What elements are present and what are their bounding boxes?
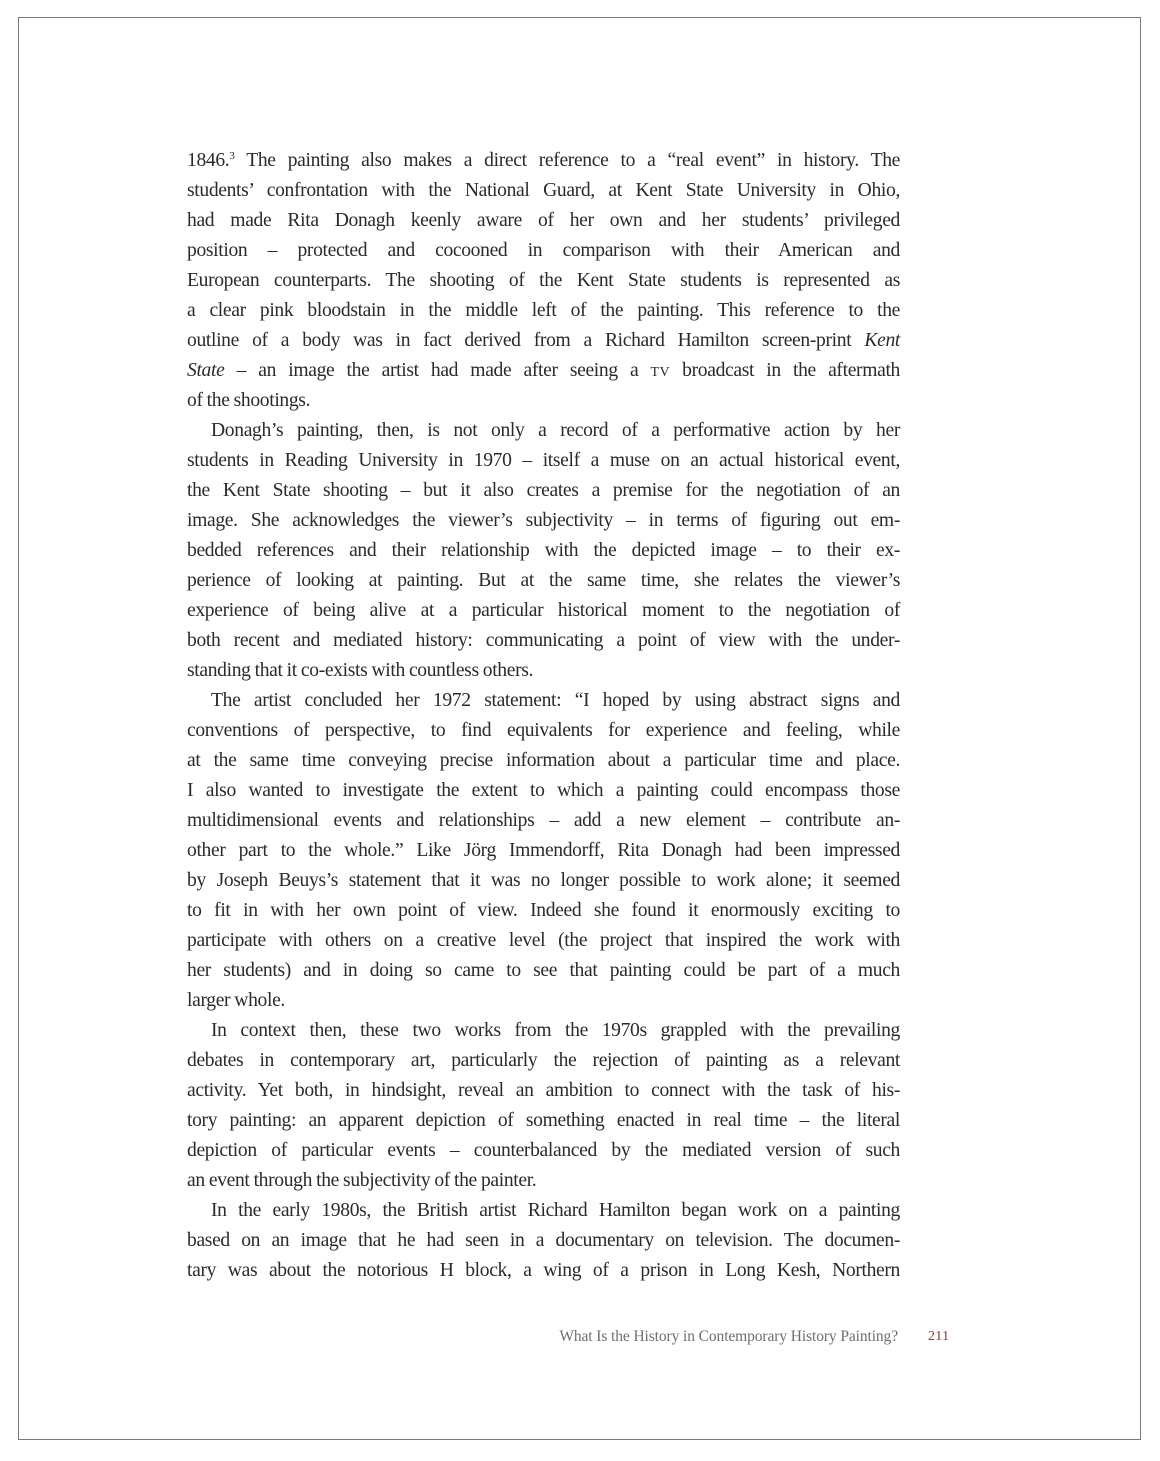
text-line: tory painting: an apparent depiction of something enacted in real time – the literal	[187, 1110, 900, 1131]
text-line	[187, 146, 900, 176]
text-line	[187, 356, 900, 386]
paragraph-start-line: In the early 1980s, the British artist Richard Hamilton began work on a painting	[211, 1200, 900, 1221]
text-line: depiction of particular events – counterbalanced by the mediated version of such	[187, 1140, 900, 1161]
line-text: 1846.	[187, 150, 230, 171]
text-line: of the shootings.	[187, 390, 311, 411]
small-caps-text: TV	[650, 365, 670, 380]
text-line: her students) and in doing so came to see that painting could be part of a much	[187, 960, 900, 981]
text-line: other part to the whole.” Like Jörg Immendorff, Rita Donagh had been impressed	[187, 840, 900, 861]
paragraph-start-line: Donagh’s painting, then, is not only a record of a performative action by her	[211, 420, 900, 441]
text-line: at the same time conveying precise information about a particular time and place.	[187, 750, 900, 771]
text-line: a clear pink bloodstain in the middle left of the painting. This reference to the	[187, 300, 900, 321]
text-line: the Kent State shooting – but it also creates a premise for the negotiation of an	[187, 480, 900, 501]
text-line: conventions of perspective, to find equivalents for experience and feeling, while	[187, 720, 900, 741]
page-number: 211	[928, 1329, 950, 1344]
text-line: bedded references and their relationship with the depicted image – to their ex-	[187, 540, 900, 561]
text-line: experience of being alive at a particular historical moment to the negotiation of	[187, 600, 900, 621]
line-text: outline of a body was in fact derived from a Richard Hamilton screen-print	[187, 330, 865, 351]
line-text: – an image the artist had made after seeing a	[224, 360, 651, 381]
text-line: had made Rita Donagh keenly aware of her own and her students’ privileged	[187, 210, 900, 231]
text-line: image. She acknowledges the viewer’s subjectivity – in terms of figuring out em-	[187, 510, 900, 531]
paragraph-start-line: The artist concluded her 1972 statement: “I hoped by using abstract signs and	[211, 690, 900, 711]
text-line: European counterparts. The shooting of the Kent State students is represented as	[187, 270, 900, 291]
text-line: students’ confrontation with the National Guard, at Kent State University in Ohio,	[187, 180, 900, 201]
text-line: I also wanted to investigate the extent to which a painting could encompass those	[187, 780, 900, 801]
text-line: activity. Yet both, in hindsight, reveal an ambition to connect with the task of his-	[187, 1080, 900, 1101]
body-text	[187, 146, 900, 1286]
paragraph-start-line: In context then, these two works from the 1970s grappled with the prevailing	[211, 1020, 900, 1041]
text-line: position – protected and cocooned in comparison with their American and	[187, 240, 900, 261]
artwork-title: Kent	[864, 330, 900, 351]
text-line: perience of looking at painting. But at the same time, she relates the viewer’s	[187, 570, 900, 591]
running-head: What Is the History in Contemporary History Painting?	[559, 1328, 898, 1345]
text-line: multidimensional events and relationships – add a new element – contribute an-	[187, 810, 900, 831]
text-line: based on an image that he had seen in a documentary on television. The documen-	[187, 1230, 900, 1251]
text-line: by Joseph Beuys’s statement that it was no longer possible to work alone; it seemed	[187, 870, 900, 891]
line-text: The painting also makes a direct reference to a “real event” in history. The	[234, 150, 900, 171]
text-line: larger whole.	[187, 990, 285, 1011]
text-line: an event through the subjectivity of the painter.	[187, 1170, 537, 1191]
text-line: standing that it co-exists with countless others.	[187, 660, 534, 681]
text-line: participate with others on a creative level (the project that inspired the work with	[187, 930, 900, 951]
text-line: students in Reading University in 1970 – itself a muse on an actual historical event,	[187, 450, 900, 471]
text-line: to fit in with her own point of view. Indeed she found it enormously exciting to	[187, 900, 900, 921]
text-line: debates in contemporary art, particularly the rejection of painting as a relevant	[187, 1050, 900, 1071]
line-text: broadcast in the aftermath	[669, 360, 900, 381]
artwork-title: State	[187, 360, 225, 381]
text-line	[187, 326, 900, 356]
text-line: both recent and mediated history: communicating a point of view with the under-	[187, 630, 900, 651]
footnote-reference[interactable]: 3	[229, 150, 235, 162]
text-line: tary was about the notorious H block, a wing of a prison in Long Kesh, Northern	[187, 1260, 900, 1281]
